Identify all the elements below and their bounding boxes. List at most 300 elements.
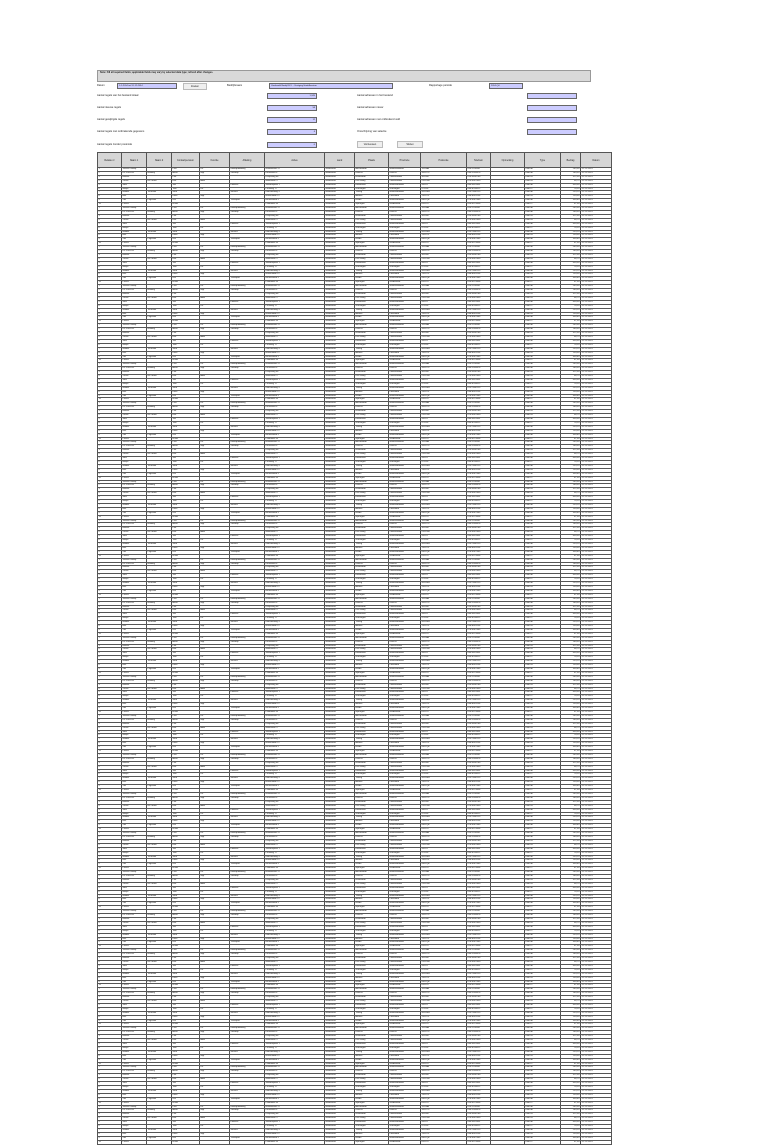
table-cell[interactable]: 5011MN [421,816,467,820]
table-cell[interactable]: 076-9012345 [467,1058,491,1062]
table-cell[interactable]: 1 [98,402,122,406]
table-cell[interactable]: Nederland [325,1058,355,1062]
table-cell[interactable]: Dorpsweg 88 [265,1035,325,1039]
table-cell[interactable]: 31-12-2014 [581,886,612,890]
table-cell[interactable]: Nederland [325,695,355,699]
table-cell[interactable]: Transport [230,1097,265,1101]
table-cell[interactable]: Amsterdam [355,363,389,367]
table-cell[interactable]: Gelderland [389,984,421,988]
table-cell[interactable]: Lars [172,1027,200,1031]
table-cell[interactable]: 31-12-2014 [581,675,612,679]
table-cell[interactable]: Vos [122,550,147,554]
table-cell[interactable]: 67,00 [561,593,581,597]
table-cell[interactable]: Klant A [525,793,561,797]
table-cell[interactable]: Lindelaan 44 [265,320,325,324]
table-cell[interactable]: 8 [98,859,122,863]
table-cell[interactable]: Kees [172,1054,200,1058]
table-cell[interactable]: 030-2345678 [467,601,491,605]
table-cell[interactable]: 010-3456789 [467,1113,491,1117]
table-cell[interactable]: 5611IJ [421,378,467,382]
table-cell[interactable]: 040-5678901 [467,339,491,343]
table-cell[interactable]: Smit [122,730,147,734]
table-cell[interactable]: Peters [122,750,147,754]
table-cell[interactable]: Klant A [525,1136,561,1140]
table-cell[interactable]: 450,00 [561,339,581,343]
table-cell[interactable]: Groningen [355,734,389,738]
table-cell[interactable]: Inkoop Afdeling [230,246,265,250]
table-cell[interactable]: Klant A [525,183,561,187]
table-cell[interactable]: Peters [122,828,147,832]
table-cell[interactable]: 8 [98,820,122,824]
table-cell[interactable]: 3 [98,566,122,570]
table-cell[interactable]: Ruud [172,203,200,207]
table-cell[interactable]: Logistiek [147,863,172,867]
table-cell[interactable]: 3 [98,1113,122,1117]
table-cell[interactable]: Parkweg 17 [265,460,325,464]
table-cell[interactable]: 31-12-2014 [581,312,612,316]
table-cell[interactable]: 010-3456789 [467,371,491,375]
table-cell[interactable]: 024-0123456 [467,671,491,675]
table-cell[interactable]: Zuid-Holland [389,878,421,882]
table-cell[interactable]: Dir [200,734,230,738]
table-cell[interactable]: Flevoland [389,507,421,511]
table-cell[interactable]: Mulder [122,425,147,429]
table-cell[interactable]: Mulder [122,894,147,898]
table-cell[interactable]: 7 [98,1089,122,1093]
table-cell[interactable]: Jan [172,1082,200,1086]
table-cell[interactable]: 050-6789012 [467,187,491,191]
table-cell[interactable]: Nederland [325,390,355,394]
table-cell[interactable]: Groningen [389,695,421,699]
table-cell[interactable]: 1 [98,910,122,914]
table-cell[interactable]: Zuid-Holland [389,726,421,730]
table-cell[interactable]: 7 [98,738,122,742]
table-cell[interactable]: Verkoop [230,601,265,605]
table-cell[interactable]: Jan [172,691,200,695]
table-cell[interactable]: Ruud [172,1101,200,1105]
table-cell[interactable]: 31-12-2014 [581,882,612,886]
table-cell[interactable]: Jan [172,457,200,461]
table-cell[interactable]: 31-12-2014 [581,757,612,761]
table-cell[interactable]: Industrieweg 9 [265,464,325,468]
table-cell[interactable]: 78,20 [561,734,581,738]
table-cell[interactable]: Klant A [525,210,561,214]
table-cell[interactable]: 31-12-2014 [581,246,612,250]
table-cell[interactable]: Industrieweg 9 [265,543,325,547]
table-cell[interactable]: Kees [172,976,200,980]
table-cell[interactable]: Visser [122,1000,147,1004]
table-cell[interactable]: Verkoop [230,484,265,488]
table-cell[interactable]: Klant C [525,515,561,519]
table-cell[interactable]: 67,00 [561,828,581,832]
table-cell[interactable]: 67,00 [561,1101,581,1105]
table-cell[interactable]: Nederland [325,230,355,234]
table-cell[interactable]: Amsterdam [355,1105,389,1109]
table-cell[interactable]: 5011MN [421,972,467,976]
table-cell[interactable]: Noord-Holland [389,519,421,523]
table-cell[interactable]: 2511GH [421,570,467,574]
table-cell[interactable]: 4811QR [421,1058,467,1062]
table-cell[interactable]: 040-5678901 [467,418,491,422]
table-cell[interactable]: 050-6789012 [467,539,491,543]
table-cell[interactable]: Klant A [525,714,561,718]
table-cell[interactable]: Nederland [325,1007,355,1011]
table-cell[interactable]: Ruud [172,632,200,636]
table-cell[interactable]: Breda [355,902,389,906]
table-cell[interactable]: 013-7890123 [467,699,491,703]
table-cell[interactable]: 3011EF [421,293,467,297]
table-cell[interactable]: Finance [230,300,265,304]
table-cell[interactable]: Noord-Brabant [389,199,421,203]
table-cell[interactable] [491,1140,525,1144]
table-cell[interactable]: Gelderland [389,1101,421,1105]
table-cell[interactable]: Klant A [525,445,561,449]
table-cell[interactable]: 8 [98,1015,122,1019]
table-cell[interactable]: Tom [172,812,200,816]
table-cell[interactable]: 31-12-2014 [581,546,612,550]
table-cell[interactable]: Havenkade 21 [265,781,325,785]
table-cell[interactable]: 189,50 [561,484,581,488]
table-cell[interactable]: Molenlaan 3 [265,570,325,574]
table-cell[interactable]: Noord-Brabant [389,1011,421,1015]
table-cell[interactable]: Flevoland [389,234,421,238]
table-cell[interactable]: 050-6789012 [467,617,491,621]
table-cell[interactable]: 189,50 [561,601,581,605]
table-cell[interactable]: Nederland [325,628,355,632]
table-cell[interactable]: 024-0123456 [467,906,491,910]
table-cell[interactable]: Gelderland [389,867,421,871]
table-cell[interactable]: Almere [355,1093,389,1097]
table-cell[interactable]: Klant A [525,250,561,254]
table-cell[interactable]: 31-12-2014 [581,660,612,664]
table-cell[interactable]: Hoofdstraat 12 [265,1027,325,1031]
table-cell[interactable]: 3011EF [421,371,467,375]
table-cell[interactable]: Kerkstraat 4 [265,367,325,371]
table-cell[interactable]: 1 [98,636,122,640]
table-cell[interactable]: Klant C [525,460,561,464]
table-cell[interactable]: 31-12-2014 [581,277,612,281]
table-cell[interactable]: Rotterdam [355,683,389,687]
table-cell[interactable]: Groningen [355,578,389,582]
table-cell[interactable]: Klant A [525,402,561,406]
table-cell[interactable]: Groningen [389,460,421,464]
table-cell[interactable]: 390,40 [561,238,581,242]
table-cell[interactable]: Klant A [525,886,561,890]
table-cell[interactable]: 036-8901234 [467,1015,491,1019]
table-cell[interactable]: Smit [122,457,147,461]
table-cell[interactable]: Mulder [122,738,147,742]
table-cell[interactable]: 9711KL [421,1046,467,1050]
table-cell[interactable]: Stationsplein 1 [265,886,325,890]
table-cell[interactable]: 1 [98,675,122,679]
table-cell[interactable]: Nederland [325,835,355,839]
table-cell[interactable]: Dorpsweg 88 [265,449,325,453]
table-cell[interactable]: Ilse [172,1019,200,1023]
table-cell[interactable]: 31-12-2014 [581,441,612,445]
table-cell[interactable]: 31-12-2014 [581,1097,612,1101]
table-cell[interactable]: Hoofdstraat 12 [265,558,325,562]
table-cell[interactable]: Jansen Groep [122,832,147,836]
table-cell[interactable]: 030-2345678 [467,1070,491,1074]
table-cell[interactable]: 050-6789012 [467,343,491,347]
table-cell[interactable]: 1011AB [421,324,467,328]
table-cell[interactable]: 2511GH [421,882,467,886]
table-cell[interactable]: Noord-Brabant [389,535,421,539]
table-cell[interactable]: 4 [98,804,122,808]
table-cell[interactable]: 3011EF [421,761,467,765]
table-cell[interactable]: 024-0123456 [467,1023,491,1027]
table-cell[interactable]: 9 [98,589,122,593]
table-cell[interactable]: Molenlaan 3 [265,218,325,222]
table-cell[interactable]: 245,00 [561,675,581,679]
table-cell[interactable]: 040-5678901 [467,925,491,929]
table-cell[interactable]: Eva [172,921,200,925]
table-cell[interactable]: 9711KL [421,734,467,738]
table-cell[interactable]: 31-12-2014 [581,800,612,804]
table-cell[interactable]: Nederland [325,980,355,984]
table-cell[interactable]: 013-7890123 [467,191,491,195]
table-cell[interactable]: 030-2345678 [467,562,491,566]
table-cell[interactable]: Eva [172,218,200,222]
table-cell[interactable]: Almere [355,664,389,668]
table-cell[interactable]: 070-4567890 [467,843,491,847]
table-cell[interactable]: Hoofdstraat 12 [265,246,325,250]
table-cell[interactable]: Nederland [325,945,355,949]
table-cell[interactable]: 5611IJ [421,1121,467,1125]
table-cell[interactable]: Industrieweg 9 [265,933,325,937]
table-cell[interactable]: Ilse [172,355,200,359]
table-cell[interactable]: Kees [172,703,200,707]
table-cell[interactable]: Bakker [122,644,147,648]
table-cell[interactable]: Ruud [172,789,200,793]
table-cell[interactable]: Stationsplein 1 [265,1003,325,1007]
table-cell[interactable]: 31-12-2014 [581,910,612,914]
table-cell[interactable]: Zuid-Holland [389,804,421,808]
table-cell[interactable]: 2511GH [421,414,467,418]
table-cell[interactable]: Klant A [525,972,561,976]
table-cell[interactable]: 67,00 [561,476,581,480]
table-cell[interactable]: Flevoland [389,390,421,394]
table-cell[interactable]: Klant A [525,652,561,656]
table-cell[interactable]: Jan [172,261,200,265]
table-cell[interactable]: 1011AB [421,480,467,484]
table-cell[interactable]: Breda [355,628,389,632]
table-cell[interactable]: 31-12-2014 [581,175,612,179]
table-cell[interactable]: Breda [355,394,389,398]
table-cell[interactable]: Service [230,191,265,195]
table-cell[interactable]: Sara [172,269,200,273]
table-cell[interactable]: 070-4567890 [467,1078,491,1082]
table-cell[interactable]: 040-5678901 [467,222,491,226]
table-cell[interactable]: Techniek [147,503,172,507]
table-cell[interactable]: Piet [172,214,200,218]
table-cell[interactable]: Gelderland [389,437,421,441]
table-cell[interactable]: Kerkstraat 4 [265,953,325,957]
table-cell[interactable]: Nijmegen [355,554,389,558]
table-cell[interactable]: 076-9012345 [467,316,491,320]
table-cell[interactable]: 010-3456789 [467,449,491,453]
table-cell[interactable]: 3011EF [421,683,467,687]
table-cell[interactable]: Finance [230,847,265,851]
table-cell[interactable]: Noord-Brabant [389,308,421,312]
table-cell[interactable]: Noord-Brabant [389,191,421,195]
table-cell[interactable]: Klant B [525,742,561,746]
table-cell[interactable]: Beukenlaan 5 [265,785,325,789]
table-cell[interactable]: 31-12-2014 [581,832,612,836]
table-cell[interactable]: Sara [172,582,200,586]
table-cell[interactable]: 31-12-2014 [581,793,612,797]
table-cell[interactable]: Lindelaan 44 [265,554,325,558]
table-cell[interactable]: Molenlaan 3 [265,687,325,691]
table-cell[interactable]: 31-12-2014 [581,1113,612,1117]
table-cell[interactable]: Noord-Brabant [389,699,421,703]
table-cell[interactable]: Flevoland [389,664,421,668]
table-cell[interactable]: Service [230,1050,265,1054]
table-cell[interactable]: 31-12-2014 [581,730,612,734]
table-cell[interactable]: 4811QR [421,785,467,789]
table-cell[interactable]: Almere [355,1132,389,1136]
table-cell[interactable]: 10 [98,984,122,988]
table-cell[interactable]: Kerkstraat 4 [265,875,325,879]
table-cell[interactable]: 5 [98,1043,122,1047]
table-cell[interactable]: Tilburg [355,269,389,273]
table-cell[interactable]: Den Haag [355,804,389,808]
table-cell[interactable]: Zuid-Holland [389,453,421,457]
table-cell[interactable]: 040-5678901 [467,1003,491,1007]
table-cell[interactable]: 3 [98,371,122,375]
table-cell[interactable]: Mgr [200,976,230,980]
table-cell[interactable]: Klant A [525,1027,561,1031]
table-cell[interactable]: 189,50 [561,835,581,839]
table-cell[interactable]: Klant C [525,828,561,832]
table-cell[interactable]: Tilburg [355,347,389,351]
table-cell[interactable]: Industrieweg 9 [265,386,325,390]
table-cell[interactable]: Jan [172,613,200,617]
table-cell[interactable]: Anna [172,1109,200,1113]
table-cell[interactable]: Parkweg 17 [265,773,325,777]
table-cell[interactable]: Lars [172,519,200,523]
table-cell[interactable]: Mulder [122,230,147,234]
table-cell[interactable]: Havenkade 21 [265,703,325,707]
table-cell[interactable]: Klant C [525,617,561,621]
table-cell[interactable]: 31-12-2014 [581,574,612,578]
table-cell[interactable]: Nederland [325,398,355,402]
table-cell[interactable]: Nederland [325,949,355,953]
table-cell[interactable]: Visser [122,609,147,613]
table-cell[interactable]: 312,00 [561,566,581,570]
table-cell[interactable]: Noord-Brabant [389,457,421,461]
table-cell[interactable]: 67,00 [561,906,581,910]
table-cell[interactable]: Finance [230,222,265,226]
table-cell[interactable]: Noord-Brabant [389,496,421,500]
table-cell[interactable]: Nederland [325,796,355,800]
table-cell[interactable]: Noord-Brabant [389,543,421,547]
table-cell[interactable]: en Zonen [147,804,172,808]
table-cell[interactable]: Inkoop Afdeling [230,207,265,211]
table-cell[interactable]: 3511CD [421,796,467,800]
table-cell[interactable]: Klant B [525,546,561,550]
company-field[interactable]: Voorbeeld Bedrijf B.V. - Vestiging Hoofdkantoor [269,83,393,89]
table-cell[interactable]: Tom [172,382,200,386]
table-cell[interactable]: 020-1234567 [467,363,491,367]
table-cell[interactable]: Kees [172,429,200,433]
table-cell[interactable]: Noord-Brabant [389,746,421,750]
table-cell[interactable]: 31-12-2014 [581,539,612,543]
table-cell[interactable]: 050-6789012 [467,460,491,464]
table-cell[interactable]: 1 [98,871,122,875]
table-cell[interactable]: Groningen [355,1085,389,1089]
table-cell[interactable]: Transport [230,277,265,281]
table-cell[interactable]: 3 [98,293,122,297]
table-cell[interactable]: 020-1234567 [467,793,491,797]
table-cell[interactable]: Industrieweg 9 [265,308,325,312]
table-cell[interactable]: 5011MN [421,230,467,234]
table-cell[interactable]: Nederland [325,882,355,886]
table-cell[interactable]: Nijmegen [355,281,389,285]
table-cell[interactable]: Smit [122,418,147,422]
table-cell[interactable]: 7 [98,660,122,664]
table-cell[interactable]: 189,50 [561,171,581,175]
table-cell[interactable]: 10 [98,593,122,597]
table-cell[interactable]: Breda [355,511,389,515]
table-cell[interactable]: Logistiek [147,746,172,750]
table-cell[interactable]: Eva [172,414,200,418]
table-cell[interactable]: 5 [98,418,122,422]
table-cell[interactable]: De Vries BV [122,562,147,566]
table-cell[interactable]: Ilse [172,941,200,945]
table-cell[interactable]: 31-12-2014 [581,789,612,793]
table-cell[interactable]: 9711KL [421,1125,467,1129]
table-cell[interactable]: Gelderland [389,906,421,910]
table-cell[interactable]: Den Haag [355,453,389,457]
table-cell[interactable]: Industrieweg 9 [265,660,325,664]
table-cell[interactable]: Nederland [325,1136,355,1140]
table-cell[interactable]: Klant A [525,1019,561,1023]
table-cell[interactable]: Jan [172,418,200,422]
column-header[interactable]: Telefoon [467,153,491,168]
table-cell[interactable]: Klant A [525,363,561,367]
table-cell[interactable]: Smit [122,183,147,187]
table-cell[interactable]: Tom [172,343,200,347]
table-cell[interactable]: Hoofdstraat 12 [265,753,325,757]
table-cell[interactable]: Nederland [325,293,355,297]
table-cell[interactable]: Nederland [325,914,355,918]
table-cell[interactable]: Rotterdam [355,332,389,336]
table-cell[interactable]: 036-8901234 [467,820,491,824]
table-cell[interactable]: Industrieweg 9 [265,894,325,898]
column-header[interactable]: Type [525,153,561,168]
table-cell[interactable]: 31-12-2014 [581,418,612,422]
table-cell[interactable]: Utrecht [355,1070,389,1074]
table-cell[interactable]: 4 [98,414,122,418]
table-cell[interactable]: Stationsplein 1 [265,964,325,968]
table-cell[interactable]: Dir [200,851,230,855]
table-cell[interactable]: Lars [172,441,200,445]
table-cell[interactable]: Stationsplein 1 [265,183,325,187]
table-cell[interactable]: Meijer [122,265,147,269]
table-cell[interactable]: 390,40 [561,785,581,789]
table-cell[interactable]: Bos [122,1093,147,1097]
table-cell[interactable]: 312,00 [561,605,581,609]
table-cell[interactable]: Lars [172,832,200,836]
table-cell[interactable]: 070-4567890 [467,453,491,457]
table-cell[interactable]: 31-12-2014 [581,511,612,515]
table-cell[interactable]: 31-12-2014 [581,296,612,300]
table-cell[interactable]: Jansen Groep [122,324,147,328]
table-cell[interactable]: Klant A [525,472,561,476]
table-cell[interactable]: 67,00 [561,710,581,714]
table-cell[interactable]: Breda [355,316,389,320]
